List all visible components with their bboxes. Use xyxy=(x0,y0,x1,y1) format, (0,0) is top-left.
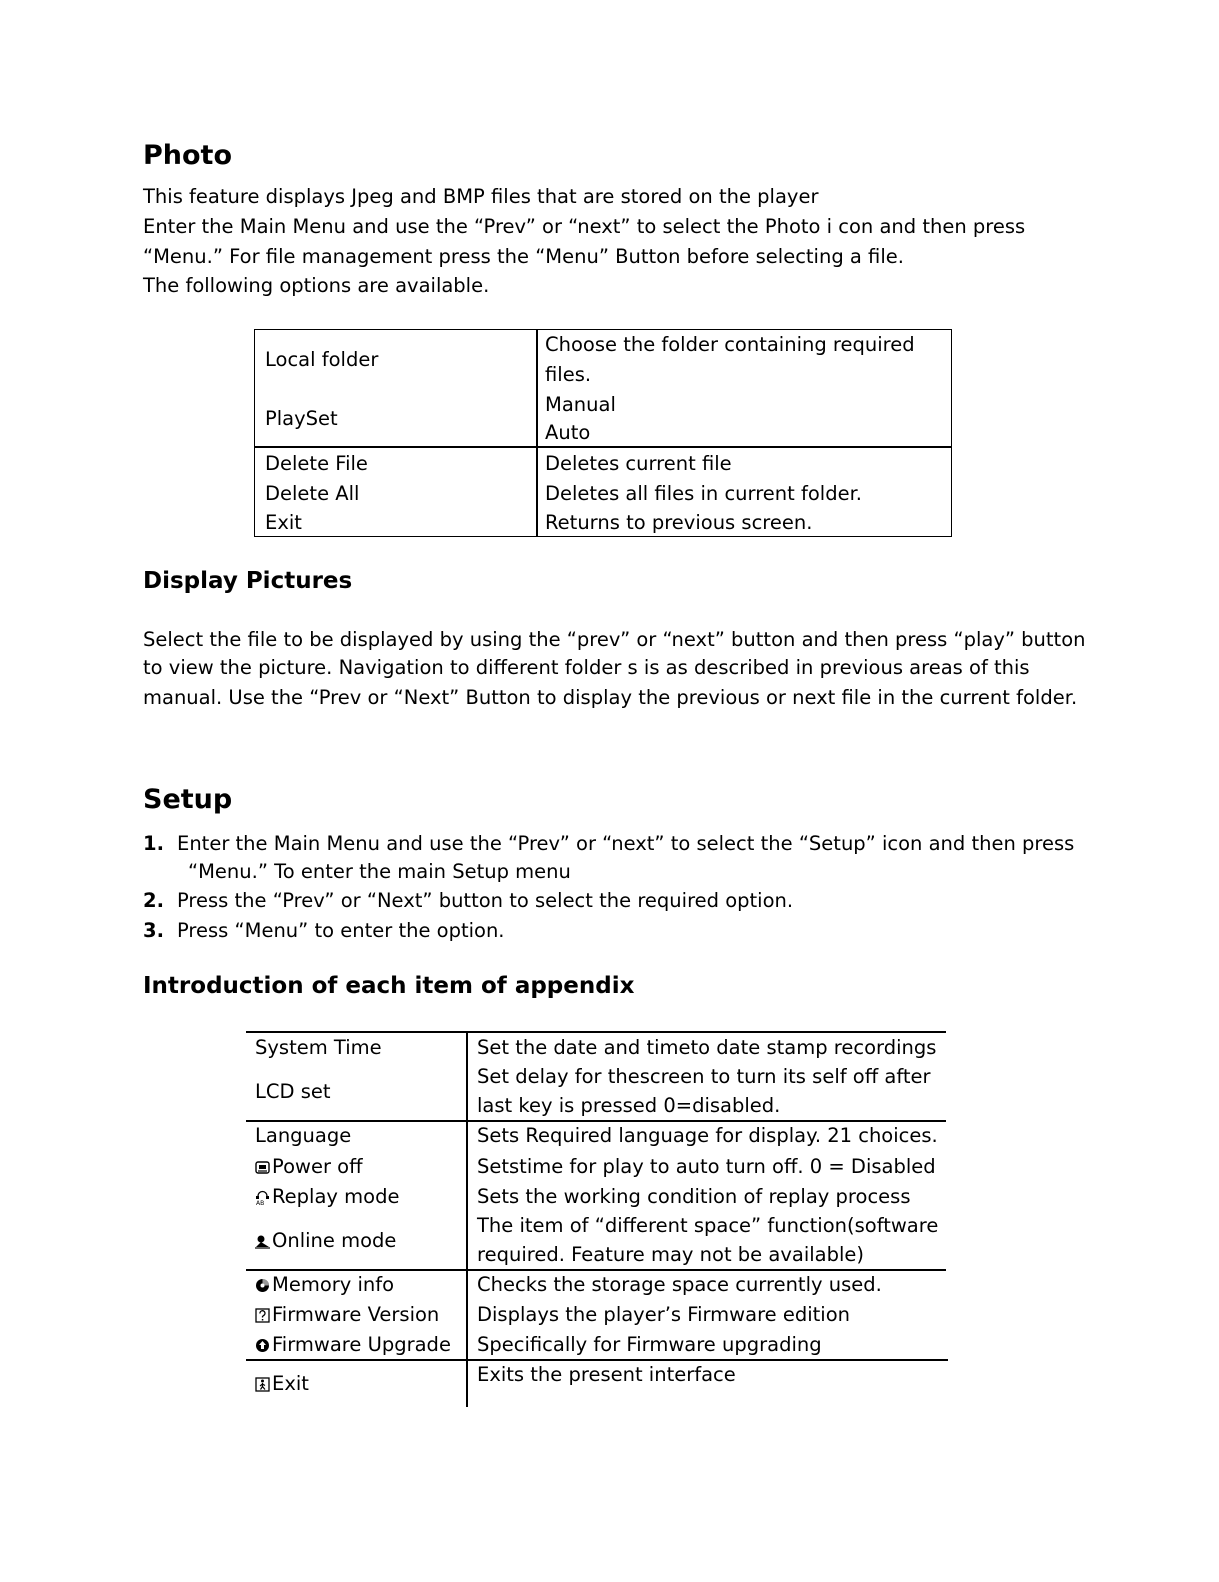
option-exit-desc: Returns to previous screen. xyxy=(545,511,813,534)
online-mode-label-text: Online mode xyxy=(272,1229,397,1252)
option-delete-all: Delete All xyxy=(265,482,360,505)
setup-step-3-text: Press “Menu” to enter the option. xyxy=(177,919,505,942)
appendix-firmware-version-desc: Displays the player’s Firmware edition xyxy=(477,1303,851,1326)
appendix-exit-label xyxy=(255,1369,309,1399)
display-pictures-heading: Display Pictures xyxy=(143,568,353,594)
firmware-version-label-text: Firmware Version xyxy=(272,1303,440,1326)
appendix-replay-mode-desc: Sets the working condition of replay process xyxy=(477,1185,911,1208)
option-local-folder-desc: Choose the folder containing required xyxy=(545,333,915,356)
memory-info-label-text: Memory info xyxy=(272,1273,395,1296)
exit-icon xyxy=(255,1377,270,1392)
replay-mode-label-text: Replay mode xyxy=(272,1185,400,1208)
display-pictures-line-2: to view the picture. Navigation to different folder s is as described in previous areas of this xyxy=(143,656,1030,679)
setup-step-number: 3. xyxy=(143,919,164,942)
table-divider xyxy=(466,1031,468,1407)
appendix-firmware-upgrade-label xyxy=(255,1330,451,1360)
appendix-power-off-label xyxy=(255,1152,363,1182)
online-mode-icon xyxy=(255,1234,270,1249)
memory-info-icon xyxy=(255,1278,270,1293)
table-divider xyxy=(536,330,538,536)
option-local-folder: Local folder xyxy=(265,348,379,371)
appendix-system-time-desc: Set the date and timeto date stamp recordings xyxy=(477,1036,937,1059)
appendix-memory-info-desc: Checks the storage space currently used. xyxy=(477,1273,882,1296)
display-pictures-line-3: manual. Use the “Prev or “Next” Button to display the previous or next file in the current folder. xyxy=(143,686,1078,709)
replay-mode-icon xyxy=(255,1190,270,1205)
firmware-version-icon xyxy=(255,1308,270,1323)
photo-paragraph-line-3: “Menu.” For file management press the “Menu” Button before selecting a file. xyxy=(143,245,904,268)
svg-text:AB: AB xyxy=(256,1200,265,1205)
appendix-memory-info-label xyxy=(255,1270,394,1300)
appendix-firmware-upgrade-desc: Specifically for Firmware upgrading xyxy=(477,1333,822,1356)
setup-step-1-text-cont: “Menu.” To enter the main Setup menu xyxy=(188,860,571,883)
option-delete-all-desc: Deletes all files in current folder. xyxy=(545,482,862,505)
photo-paragraph-line-4: The following options are available. xyxy=(143,274,490,297)
setup-step-1-text: Enter the Main Menu and use the “Prev” or “next” to select the “Setup” icon and then press xyxy=(177,832,1075,855)
appendix-lcd-set-desc: last key is pressed 0=disabled. xyxy=(477,1094,781,1117)
appendix-heading: Introduction of each item of appendix xyxy=(143,973,635,999)
appendix-online-mode-desc: The item of “different space” function(software xyxy=(477,1214,939,1237)
option-delete-file: Delete File xyxy=(265,452,368,475)
appendix-exit-desc: Exits the present interface xyxy=(477,1363,736,1386)
option-local-folder-desc: files. xyxy=(545,363,592,386)
display-pictures-line-1: Select the file to be displayed by using the “prev” or “next” button and then press “play” button xyxy=(143,628,1086,651)
table-divider xyxy=(255,446,951,448)
power-off-icon xyxy=(255,1160,270,1175)
appendix-language-desc: Sets Required language for display. 21 choices. xyxy=(477,1124,938,1147)
option-exit: Exit xyxy=(265,511,302,534)
option-playset: PlaySet xyxy=(265,407,338,430)
appendix-online-mode-desc: required. Feature may not be available) xyxy=(477,1243,865,1266)
appendix-system-time-label: System Time xyxy=(255,1036,382,1059)
power-off-label-text: Power off xyxy=(272,1155,363,1178)
appendix-online-mode-label xyxy=(255,1226,396,1256)
option-delete-file-desc: Deletes current file xyxy=(545,452,732,475)
setup-step-number: 2. xyxy=(143,889,164,912)
photo-heading: Photo xyxy=(143,140,233,171)
appendix-table xyxy=(246,1031,948,1407)
setup-step-2-text: Press the “Prev” or “Next” button to select the required option. xyxy=(177,889,794,912)
appendix-language-label: Language xyxy=(255,1124,352,1147)
option-playset-auto: Auto xyxy=(545,421,591,444)
exit-label-text: Exit xyxy=(272,1372,309,1395)
appendix-lcd-set-label: LCD set xyxy=(255,1080,331,1103)
option-playset-manual: Manual xyxy=(545,393,616,416)
appendix-lcd-set-desc: Set delay for thescreen to turn its self off after xyxy=(477,1065,931,1088)
firmware-upgrade-label-text: Firmware Upgrade xyxy=(272,1333,451,1356)
appendix-firmware-version-label xyxy=(255,1300,439,1330)
photo-options-table xyxy=(254,329,952,537)
setup-step-number: 1. xyxy=(143,832,164,855)
appendix-replay-mode-label xyxy=(255,1182,399,1212)
photo-paragraph-line-2: Enter the Main Menu and use the “Prev” or “next” to select the Photo i con and then press xyxy=(143,215,1026,238)
photo-paragraph-line-1: This feature displays Jpeg and BMP files that are stored on the player xyxy=(143,185,819,208)
setup-heading: Setup xyxy=(143,784,233,815)
appendix-power-off-desc: Setstime for play to auto turn off. 0 = Disabled xyxy=(477,1155,936,1178)
firmware-upgrade-icon xyxy=(255,1338,270,1353)
